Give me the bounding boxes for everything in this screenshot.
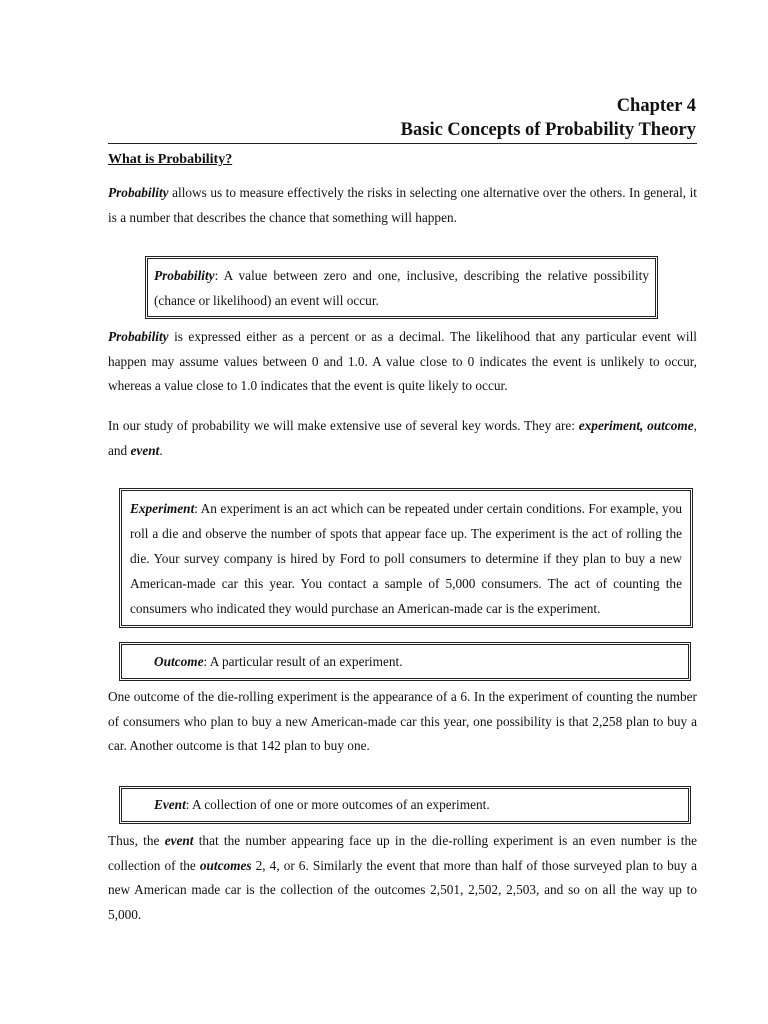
chapter-heading: [401, 94, 696, 142]
expressed-term: Probability: [108, 329, 169, 344]
keywords-text-1: In our study of probability we will make extensive use of several key words. They are:: [108, 418, 579, 433]
event-example-text-2: that the number appearing face up in the die-rolling experiment is an even number is the collection of the: [108, 833, 698, 873]
chapter-title: Basic Concepts of Probability Theory: [400, 120, 696, 140]
definition-box-experiment: [119, 488, 693, 628]
intro-text: allows us to measure effectively the risks in selecting one alternative over the others. In general, it is a number that describes the chance that something will happen.: [108, 185, 697, 225]
experiment-def-text: : An experiment is an act which can be repeated under certain conditions. For example, you roll a die and observe the number of spots that appear face up. The experiment is the act of rolling the die. Your survey company is hired by Ford to poll consumers to determine if they plan to buy a new American-made car this year. You contact a sample of 5,000 consumers. The act of counting the consumers who indicated they would purchase an American-made car is the experiment.: [130, 501, 682, 616]
definition-box-event: [119, 786, 691, 824]
event-example-paragraph: [108, 829, 697, 927]
event-example-text-3: 2, 4, or 6. Similarly the event that more than half of those surveyed plan to buy a new American made car is the collection of the outcomes 2,501, 2,502, 2,503, and so on all the way up to 5,000.: [108, 857, 697, 922]
keywords-term-2: event: [130, 442, 160, 458]
intro-paragraph: [108, 181, 697, 230]
outcome-def-text: : A particular result of an experiment.: [203, 654, 403, 669]
keywords-term-1: experiment, outcome: [578, 418, 694, 433]
event-example-text-1: Thus, the: [108, 833, 165, 848]
probability-expressed-paragraph: [108, 325, 697, 399]
event-def-term: Event: [154, 797, 186, 812]
section-title: What is Probability?: [108, 152, 233, 167]
experiment-def-term: Experiment: [130, 501, 195, 516]
probability-def-term: Probability: [154, 268, 215, 283]
heading-rule: [108, 143, 697, 144]
keywords-text-3: .: [159, 442, 163, 458]
keywords-paragraph: [108, 414, 697, 463]
outcome-example-paragraph: One outcome of the die-rolling experiment is the appearance of a 6. In the experiment of counting the number of consumers who plan to buy a new American-made car this year, one possibility is that 2,258 plan to buy a car. Another outcome is that 142 plan to buy one.: [108, 689, 697, 753]
event-example-term-2: outcomes: [199, 857, 252, 873]
outcome-def-term: Outcome: [154, 654, 204, 669]
keywords-text-2: , and: [108, 418, 697, 458]
probability-def-text: : A value between zero and one, inclusive, describing the relative possibility (chance or likelihood) an event will occur.: [154, 268, 649, 308]
definition-box-probability: [145, 256, 658, 319]
definition-box-outcome: [119, 642, 691, 681]
chapter-number: Chapter 4: [616, 96, 696, 116]
expressed-text: is expressed either as a percent or as a decimal. The likelihood that any particular event will happen may assume values between 0 and 1.0. A value close to 0 indicates the event is unlikely to occur, whereas a value close to 1.0 indicates that the event is quite likely to occur.: [108, 329, 697, 393]
event-def-text: : A collection of one or more outcomes of an experiment.: [185, 797, 490, 812]
event-example-term-1: event: [164, 833, 194, 848]
intro-term: Probability: [108, 185, 169, 200]
